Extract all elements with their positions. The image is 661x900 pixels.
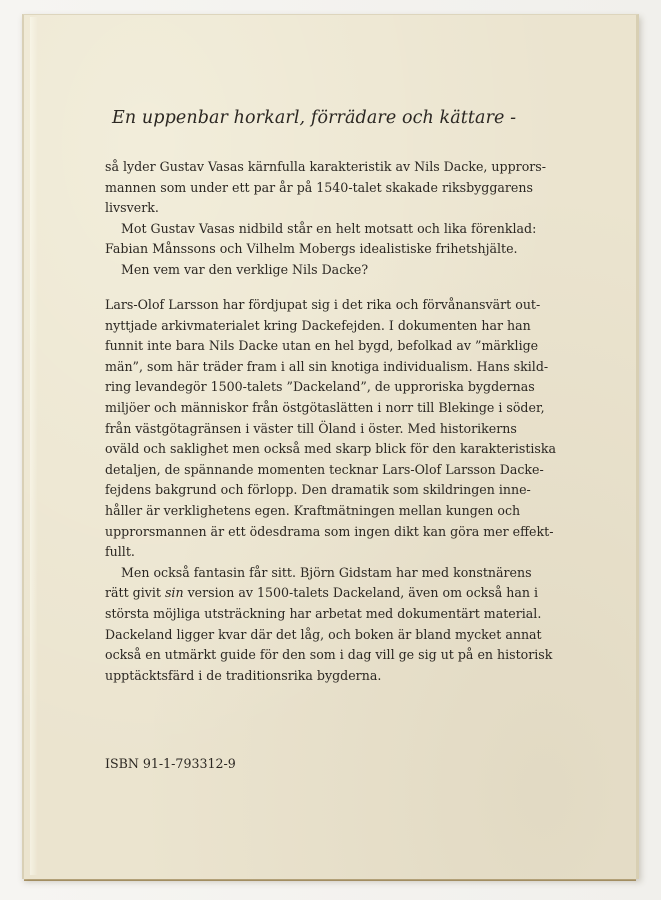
text-line: män”, som här träder fram i all sin knotiga individualism. Hans skild- [105,358,549,374]
text-line: detaljen, de spännande momenten tecknar Lars-Olof Larsson Dacke- [105,461,544,477]
text-line: Mot Gustav Vasas nidbild står en helt motsatt och lika förenklad: [121,220,537,236]
text-line-with-italic [105,583,556,604]
text-line: Lars-Olof Larsson har fördjupat sig i det rika och förvånansvärt out- [105,297,541,312]
text-line: livsverk. [105,200,159,216]
text-line: håller är verklighetens egen. Kraftmätningen mellan kungen och [105,502,521,518]
headline: En uppenbar horkarl, förrädare och kättare - [112,108,517,128]
text-line: nyttjade arkivmaterialet kring Dackefejden. I dokumenten har han [105,317,531,333]
text-line: också en utmärkt guide för den som i dag vill ge sig ut på en historisk [105,647,553,663]
text-line: mannen som under ett par år på 1540-talet skakade riksbyggarens [105,179,533,195]
italic-word: sin [164,585,184,601]
text-line: största möjliga utsträckning har arbetat med dokumentärt material. [105,605,542,621]
text-span: rätt givit [105,585,165,601]
text-span: version av 1500-talets Dackeland, även om också han i [183,585,539,601]
text-line: funnit inte bara Nils Dacke utan en hel bygd, befolkad av ”märklige [105,338,539,354]
text-line: upprorsmannen är ett ödesdrama som ingen dikt kan göra mer effekt- [105,523,554,539]
text-line: miljöer och människor från östgötaslätten i norr till Blekinge i söder, [105,399,545,415]
text-line: så lyder Gustav Vasas kärnfulla karakteristik av Nils Dacke, upprors- [105,159,547,174]
text-line: fullt. [105,544,135,560]
text-line: Dackeland ligger kvar där det låg, och boken är bland mycket annat [105,626,542,642]
text-line: upptäcktsfärd i de traditionsrika bygderna. [105,667,382,683]
text-line: Fabian Månssons och Vilhelm Mobergs idealistiske frihetshjälte. [105,241,518,257]
text-line: Men också fantasin får sitt. Björn Gidstam har med konstnärens [121,564,532,580]
intro-paragraph [105,157,546,281]
body-paragraphs [105,295,556,686]
text-line: fejdens bakgrund och förlopp. Den dramatik som skildringen inne- [105,482,531,498]
text-line: från västgötagränsen i väster till Öland i öster. Med historikerns [105,420,517,436]
text-line: ring levandegör 1500-talets ”Dackeland”, de upproriska bygdernas [105,379,535,395]
text-line: oväld och saklighet men också med skarp blick för den karakteristiska [105,441,557,457]
text-line: Men vem var den verklige Nils Dacke? [121,261,369,277]
isbn-number: ISBN 91-1-793312-9 [105,756,236,771]
